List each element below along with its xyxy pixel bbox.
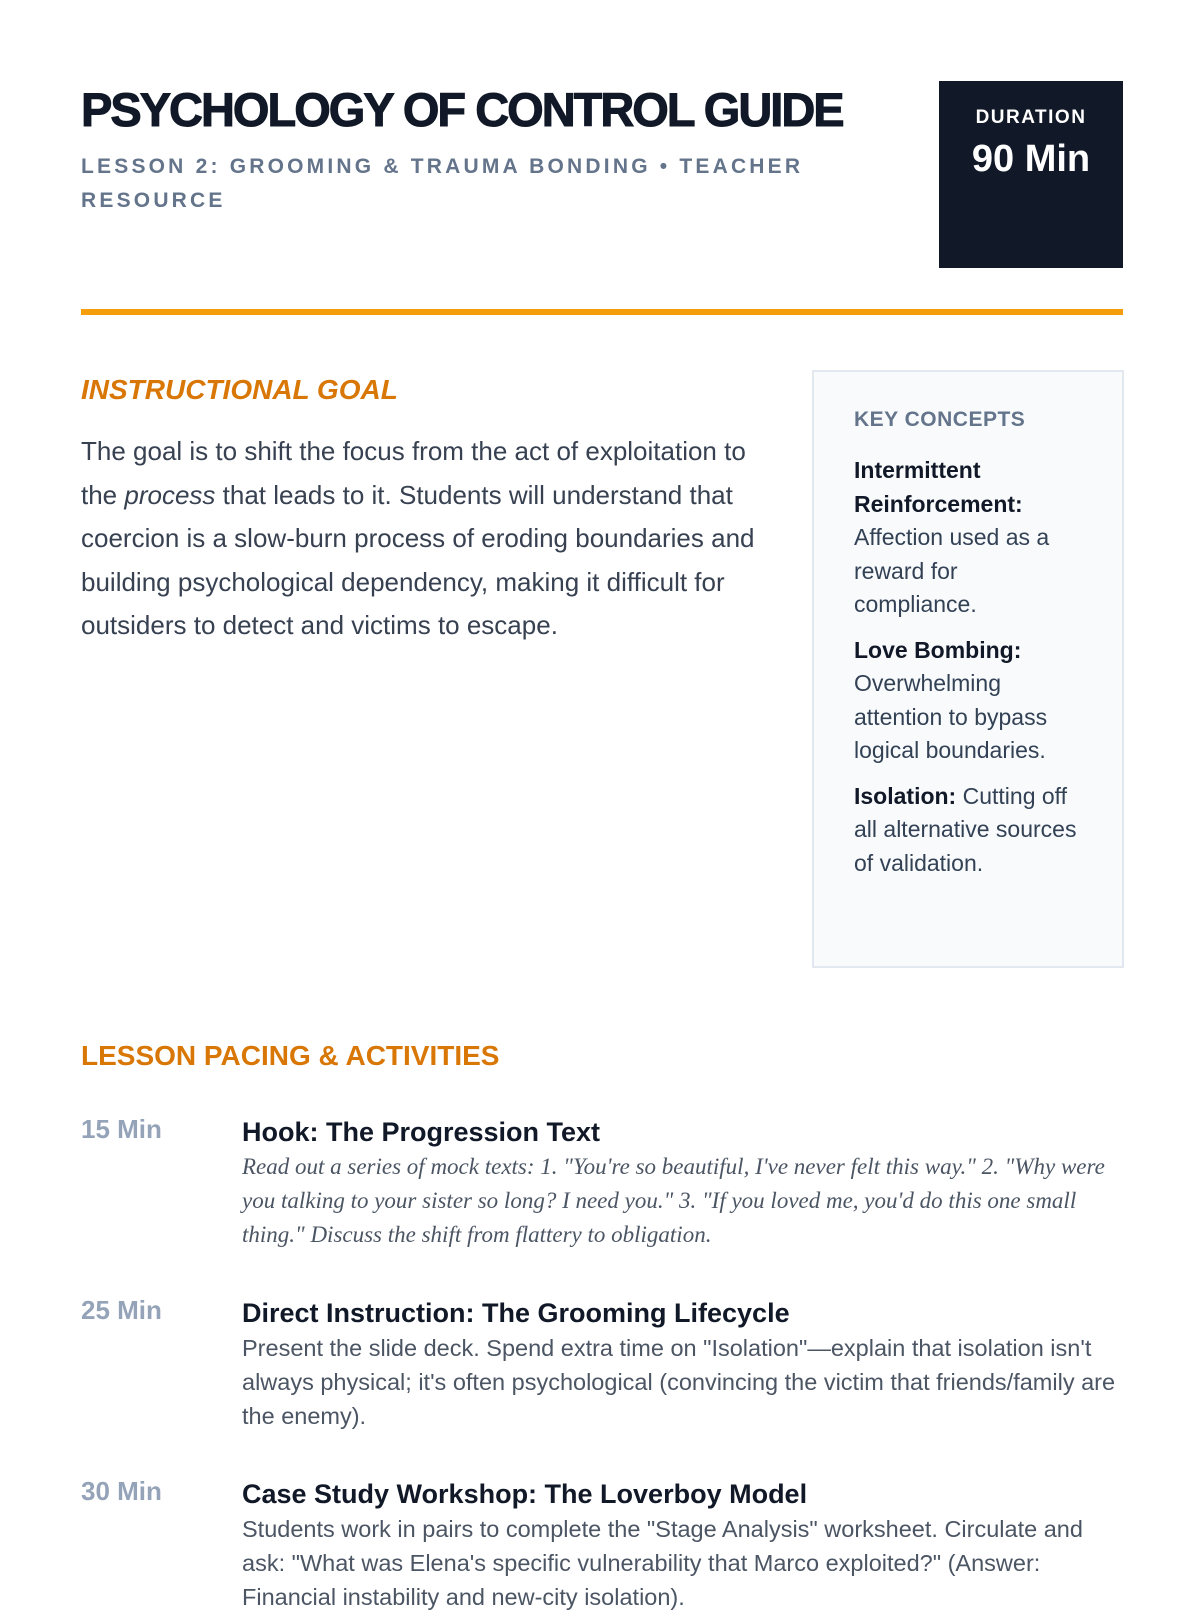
pacing-desc: Read out a series of mock texts: 1. "You're so beautiful, I've never felt this way." 2. "Why were you talking to your sister so long? I need you." 3. "If you loved me, you'd do this one small thing." Discuss the shift from flattery to obligation. xyxy=(242,1154,1105,1247)
page-title: PSYCHOLOGY OF CONTROL GUIDE xyxy=(81,83,843,136)
pacing-time: 30 Min xyxy=(81,1476,162,1506)
pacing-title: Case Study Workshop: The Loverboy Model xyxy=(242,1479,808,1509)
concept-desc: Affection used as a reward for compliance. xyxy=(854,524,1050,617)
pacing-heading: LESSON PACING & ACTIVITIES xyxy=(81,1040,500,1071)
page-subtitle: LESSON 2: GROOMING & TRAUMA BONDING • TEACHER RESOURCE xyxy=(81,155,804,212)
key-concepts-heading: KEY CONCEPTS xyxy=(854,408,1026,431)
concept-term: Intermittent Reinforcement: xyxy=(854,457,1023,517)
lesson-page xyxy=(81,0,1123,1610)
concept-desc: Overwhelming attention to bypass logical boundaries. xyxy=(854,670,1048,763)
goal-heading: INSTRUCTIONAL GOAL xyxy=(81,374,398,405)
header xyxy=(81,0,1123,315)
pacing-body xyxy=(242,1476,1122,1614)
concept-term: Love Bombing: xyxy=(854,636,1022,663)
pacing-body xyxy=(242,1295,1122,1433)
duration-badge xyxy=(939,81,1123,268)
goal-text xyxy=(81,430,771,648)
pacing-time: 25 Min xyxy=(81,1295,162,1325)
goal-text-part: that leads to it. Students will understand that coercion is a slow-burn process of eroding boundaries and building psychological dependency, making it difficult for outsiders to detect and victims to escape. xyxy=(81,479,755,641)
divider xyxy=(81,309,1123,315)
pacing-desc: Students work in pairs to complete the "Stage Analysis" worksheet. Circulate and ask: "What was Elena's specific vulnerability that Marco exploited?" (Answer: Financial instability and new-city isolation). xyxy=(242,1516,1083,1610)
duration-value: 90 Min xyxy=(971,138,1091,180)
concept-item xyxy=(854,780,1082,881)
pacing-time: 15 Min xyxy=(81,1114,162,1144)
pacing-desc: Present the slide deck. Spend extra time on "Isolation"—explain that isolation isn't always physical; it's often psychological (convincing the victim that friends/family are the enemy). xyxy=(242,1335,1116,1429)
goal-text-emphasis: process xyxy=(124,479,216,510)
duration-label: DURATION xyxy=(975,107,1087,128)
key-concepts-box xyxy=(812,370,1124,968)
pacing-body xyxy=(242,1114,1122,1252)
concept-term: Isolation: xyxy=(854,782,957,809)
goal-text-part: The goal is to shift the focus from the act of exploitation to the xyxy=(81,436,746,510)
concept-item xyxy=(854,454,1082,622)
pacing-title: Hook: The Progression Text xyxy=(242,1117,601,1147)
pacing-title: Direct Instruction: The Grooming Lifecycle xyxy=(242,1298,790,1328)
concept-item xyxy=(854,634,1082,768)
concept-desc: Cutting off all alternative sources of validation. xyxy=(854,782,1077,876)
